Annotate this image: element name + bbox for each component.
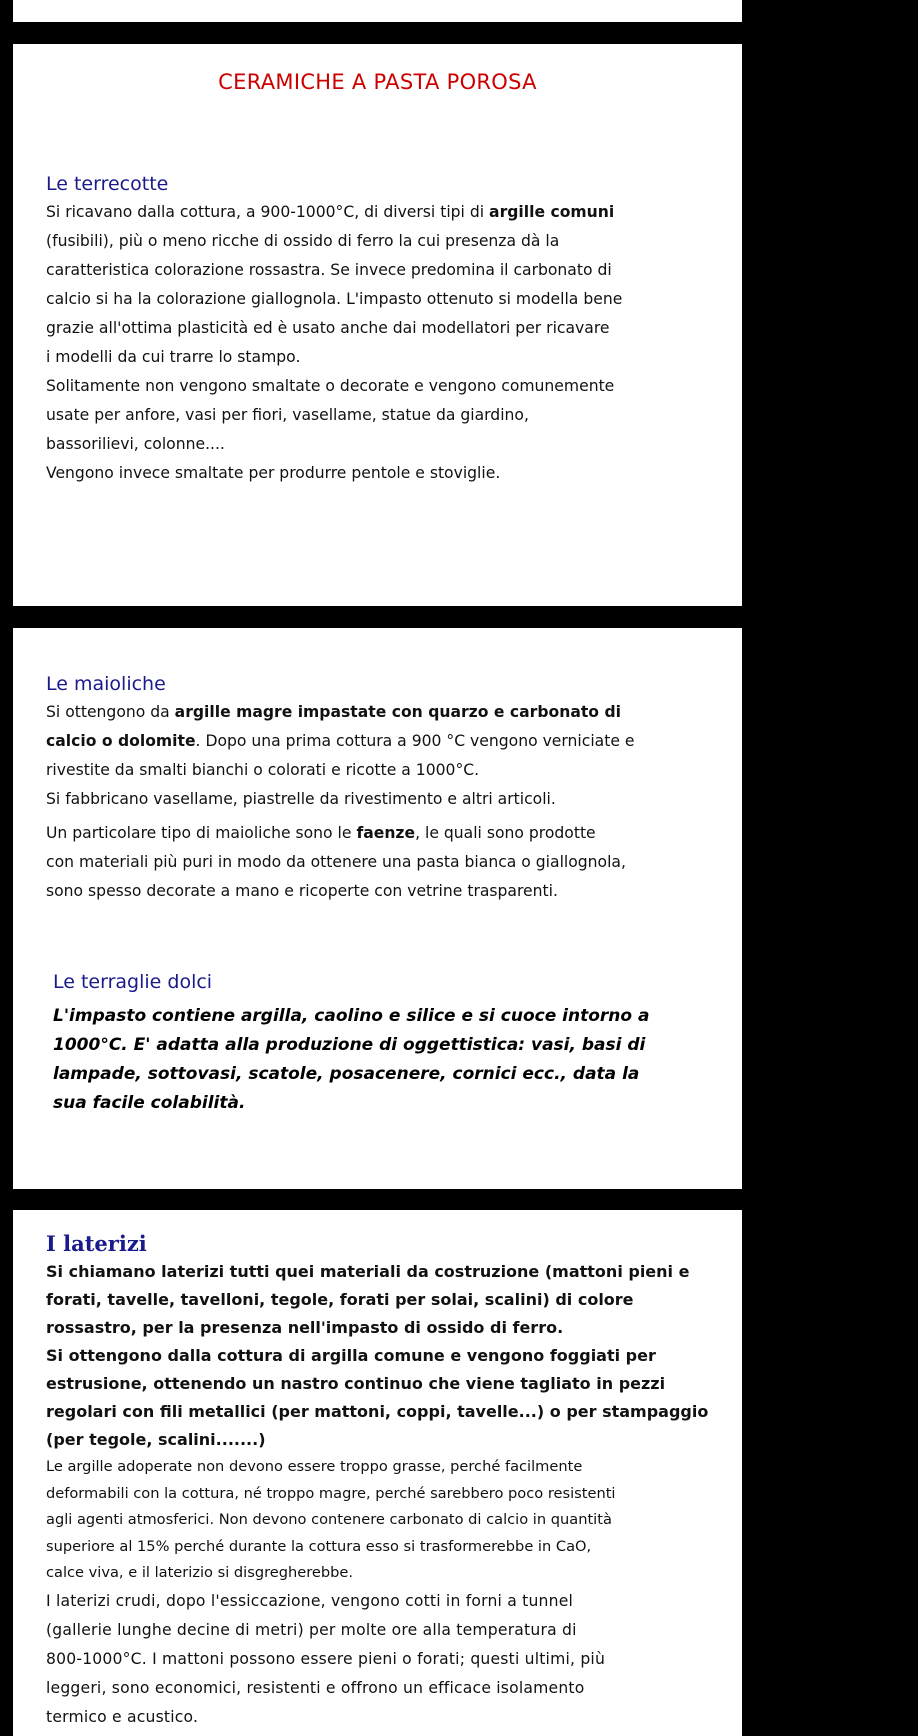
laterizi-line: forati, tavelle, tavelloni, tegole, forati per solai, scalini) di colore	[46, 1290, 634, 1309]
maioliche-bold: calcio o dolomite	[46, 732, 196, 750]
laterizi-line: Si ottengono dalla cottura di argilla comune e vengono foggiati per	[46, 1346, 656, 1365]
laterizi-heading: I laterizi	[46, 1231, 147, 1256]
laterizi-line: (gallerie lunghe decine di metri) per molte ore alla temperatura di	[46, 1620, 577, 1639]
laterizi-line: (per tegole, scalini.......)	[46, 1430, 266, 1449]
maioliche-line: con materiali più puri in modo da ottenere una pasta bianca o giallognola,	[46, 853, 626, 871]
terraglie-line: lampade, sottovasi, scatole, posacenere, cornici ecc., data la	[53, 1064, 640, 1084]
laterizi-line: Le argille adoperate non devono essere troppo grasse, perché facilmente	[46, 1458, 583, 1475]
laterizi-line: leggeri, sono economici, resistenti e offrono un efficace isolamento	[46, 1678, 585, 1697]
terrecotte-section	[46, 170, 736, 488]
terrecotte-line: caratteristica colorazione rossastra. Se invece predomina il carbonato di	[46, 261, 612, 279]
page-title: CERAMICHE A PASTA POROSA	[218, 70, 537, 94]
maioliche-bold: faenze	[356, 824, 416, 842]
laterizi-line: regolari con fili metallici (per mattoni, coppi, tavelle...) o per stampaggio	[46, 1402, 709, 1421]
maioliche-text: Un particolare tipo di maioliche sono le	[46, 824, 357, 842]
maioliche-heading: Le maioliche	[46, 673, 166, 695]
laterizi-line: Si chiamano laterizi tutti quei materiali da costruzione (mattoni pieni e	[46, 1262, 690, 1281]
laterizi-line: superiore al 15% perché durante la cottura esso si trasformerebbe in CaO,	[46, 1537, 592, 1555]
laterizi-line: rossastro, per la presenza nell'impasto di ossido di ferro.	[46, 1318, 564, 1337]
maioliche-line: sono spesso decorate a mano e ricoperte con vetrine trasparenti.	[46, 882, 558, 900]
maioliche-bold: argille magre impastate con quarzo e carbonato di	[174, 703, 621, 721]
terrecotte-bold: argille comuni	[489, 203, 615, 221]
maioliche-line	[46, 727, 736, 756]
laterizi-line: agli agenti atmosferici. Non devono contenere carbonato di calcio in quantità	[46, 1511, 612, 1528]
terrecotte-line	[46, 198, 736, 227]
terrecotte-heading: Le terrecotte	[46, 173, 169, 195]
laterizi-line: calce viva, e il laterizio si disgregherebbe.	[46, 1564, 354, 1581]
laterizi-line: termico e acustico.	[46, 1707, 199, 1726]
terrecotte-line: Solitamente non vengono smaltate o decorate e vengono comunemente	[46, 377, 615, 395]
terraglie-section	[53, 968, 743, 1118]
panel-laterizi	[13, 1210, 742, 1736]
terrecotte-line: (fusibili), più o meno ricche di ossido di ferro la cui presenza dà la	[46, 232, 560, 250]
terrecotte-line: bassorilievi, colonne....	[46, 435, 225, 453]
panel-terrecotte	[13, 44, 742, 606]
maioliche-line: rivestite da smalti bianchi o colorati e ricotte a 1000°C.	[46, 761, 480, 779]
laterizi-line: estrusione, ottenendo un nastro continuo che viene tagliato in pezzi	[46, 1374, 666, 1393]
terrecotte-line: Vengono invece smaltate per produrre pentole e stoviglie.	[46, 464, 501, 482]
terraglie-heading: Le terraglie dolci	[53, 971, 213, 993]
maioliche-section	[46, 670, 736, 906]
maioliche-text: , le quali sono prodotte	[415, 824, 596, 842]
maioliche-text: . Dopo una prima cottura a 900 °C vengono verniciate e	[195, 732, 635, 750]
maioliche-line	[46, 819, 736, 848]
top-strip	[13, 0, 742, 22]
terrecotte-line: usate per anfore, vasi per fiori, vasellame, statue da giardino,	[46, 406, 529, 424]
terrecotte-text: Si ricavano dalla cottura, a 900-1000°C, di diversi tipi di	[46, 203, 490, 221]
panel-maioliche	[13, 628, 742, 1189]
laterizi-line: deformabili con la cottura, né troppo magre, perché sarebbero poco resistenti	[46, 1484, 616, 1502]
maioliche-line: Si fabbricano vasellame, piastrelle da rivestimento e altri articoli.	[46, 790, 556, 808]
laterizi-line: I laterizi crudi, dopo l'essiccazione, vengono cotti in forni a tunnel	[46, 1591, 574, 1610]
maioliche-text: Si ottengono da	[46, 703, 175, 721]
laterizi-line: 800-1000°C. I mattoni possono essere pieni o forati; questi ultimi, più	[46, 1649, 606, 1668]
maioliche-line	[46, 698, 736, 727]
terrecotte-line: calcio si ha la colorazione giallognola. L'impasto ottenuto si modella bene	[46, 290, 623, 308]
terraglie-line: 1000°C. E' adatta alla produzione di oggettistica: vasi, basi di	[53, 1035, 646, 1055]
laterizi-section	[46, 1230, 736, 1732]
terrecotte-line: i modelli da cui trarre lo stampo.	[46, 348, 301, 366]
terraglie-line: L'impasto contiene argilla, caolino e silice e si cuoce intorno a	[53, 1006, 650, 1026]
terrecotte-line: grazie all'ottima plasticità ed è usato anche dai modellatori per ricavare	[46, 319, 610, 337]
terraglie-line: sua facile colabilità.	[53, 1093, 246, 1113]
